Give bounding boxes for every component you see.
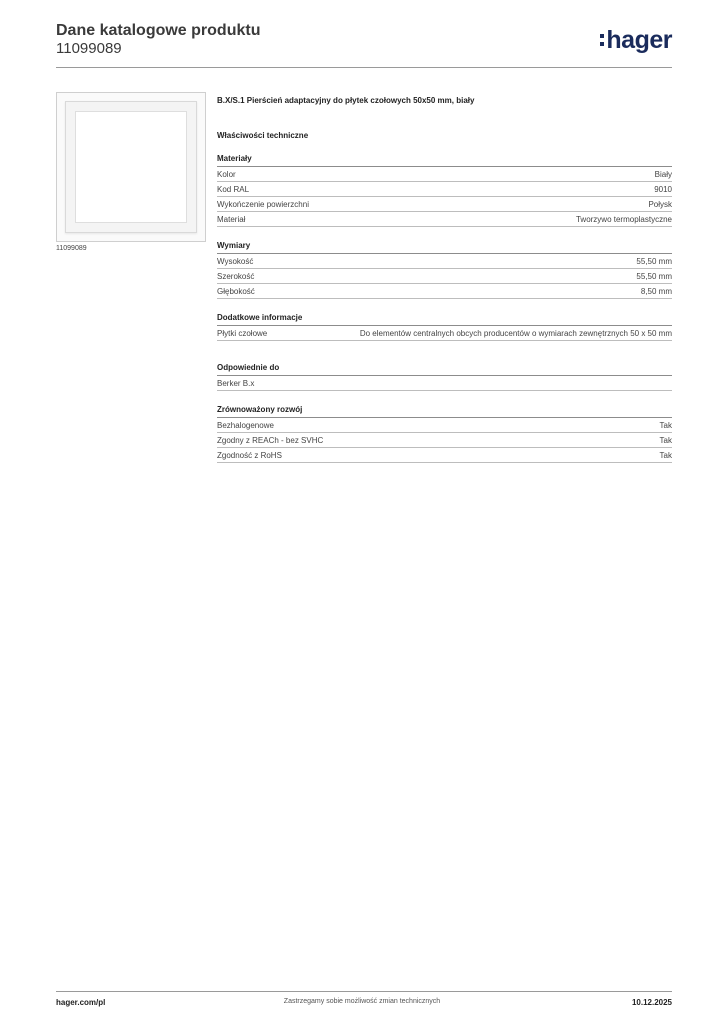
table-row [217,182,672,197]
row-label: Kod RAL [217,185,250,194]
row-label: Bezhalogenowe [217,421,274,430]
technical-properties-title: Właściwości techniczne [217,131,309,140]
row-label: Wysokość [217,257,254,266]
row-value: Tak [659,451,672,460]
row-label: Berker B.x [217,379,255,388]
row-value: 8,50 mm [640,287,672,296]
section-title: Zrównoważony rozwój [217,405,672,418]
section-sustainability [217,405,672,463]
table-row [217,418,672,433]
section-dimensions [217,241,672,299]
section-materials [217,154,672,227]
row-value: Tworzywo termoplastyczne [575,215,672,224]
footer-date: 10.12.2025 [631,998,672,1007]
product-name: B.X/S.1 Pierścień adaptacyjny do płytek czołowych 50x50 mm, biały [217,96,475,105]
footer-divider [56,991,672,992]
section-title: Odpowiednie do [217,363,672,376]
logo-text: hager [606,25,672,54]
section-title: Materiały [217,154,672,167]
table-row [217,284,672,299]
row-label: Kolor [217,170,236,179]
section-title: Wymiary [217,241,672,254]
page-title: Dane katalogowe produktu [56,22,261,39]
table-row [217,167,672,182]
table-row [217,197,672,212]
product-code: 11099089 [56,40,122,57]
adapter-ring-opening [75,111,187,223]
adapter-ring-picture [65,101,197,233]
row-value: 55,50 mm [636,257,672,266]
hager-logo [600,24,672,56]
table-row [217,326,672,341]
footer-website-link[interactable]: hager.com/pl [56,998,106,1007]
row-value: Połysk [648,200,672,209]
section-compatible [217,363,672,391]
header-divider [56,67,672,68]
table-row [217,212,672,227]
footer-disclaimer: Zastrzegamy sobie możliwość zmian technicznych [283,998,441,1005]
row-label: Zgodność z RoHS [217,451,282,460]
section-title: Dodatkowe informacje [217,313,672,326]
row-label: Szerokość [217,272,255,281]
row-value: Tak [659,436,672,445]
image-caption: 11099089 [56,245,87,252]
row-label: Zgodny z REACh - bez SVHC [217,436,324,445]
logo-dots-icon [600,34,604,46]
product-image [56,92,206,242]
table-row [217,376,672,391]
row-value: Tak [659,421,672,430]
row-value: 9010 [654,185,672,194]
row-value: Biały [654,170,672,179]
row-label: Wykończenie powierzchni [217,200,309,209]
row-label: Głębokość [217,287,255,296]
table-row [217,254,672,269]
section-additional-info [217,313,672,341]
product-details [217,96,672,463]
row-value: 55,50 mm [636,272,672,281]
table-row [217,448,672,463]
table-row [217,269,672,284]
table-row [217,433,672,448]
row-label: Płytki czołowe [217,329,268,338]
row-label: Materiał [217,215,246,224]
row-value: Do elementów centralnych obcych producentów o wymiarach zewnętrznych 50 x 50 mm [359,329,672,338]
